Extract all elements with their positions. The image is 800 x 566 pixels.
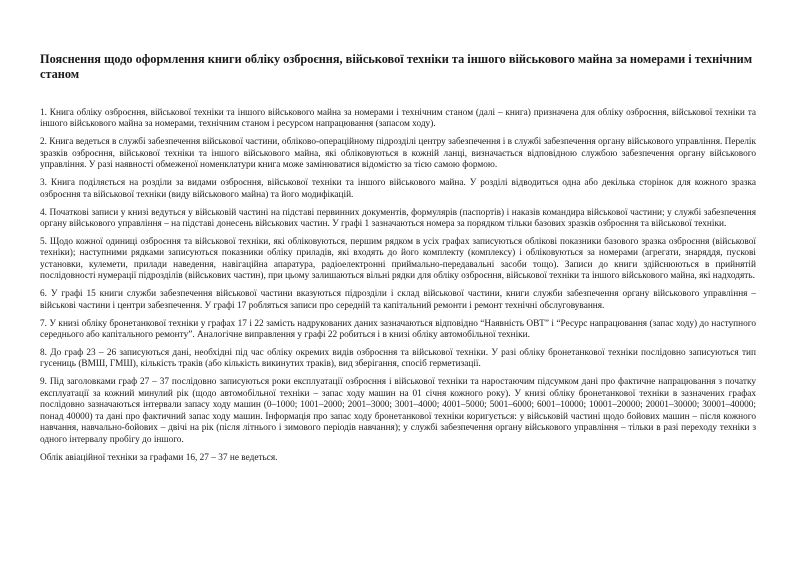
paragraph-4: 4. Початкові записи у книзі ведуться у військовій частині на підставі первинних документів, формулярів (паспортів) і наказів командира військової частини; у службі забезпечення органу військового управління – на підставі донесень військових частин. У графі 1 зазначаються номера за порядком тільки базових зразків озброєння та військової техніки. — [40, 207, 756, 230]
paragraph-2: 2. Книга ведеться в службі забезпечення військової частини, обліково-операційному підрозділі центру забезпечення і в службі забезпечення органу військового управління. Перелік зразків озброєння, військової техніки та іншого військового майна, які обліковуються в кожній ланці, визначається відповідною службою забезпечення органу військового управління. У разі наявності обмеженої номенклатури книга може замінюватися відомістю за тією самою формою. — [40, 137, 756, 171]
paragraph-9: 9. Під заголовками граф 27 – 37 послідовно записуються роки експлуатації озброєння і військової техніки та наростаючим підсумком дані про фактичне напрацювання з початку експлуатації за кожний минулий рік (щодо автомобільної техніки – запас ходу машин на 01 січня кожного року). У книзі обліку бронетанкової техніки в зазначених графах послідовно зазначаються інтервали запасу ходу машин (0–1000; 1001–2000; 2001–3000; 3001–4000; 4001–5000; 5001–6000; 6001–10000; 10001–20000; 20001–30000; 30001–40000; понад 40000) та дані про фактичний запас ходу машин. Інформація про запас ходу бронетанкової техніки коригується: у військовій частині щодо бойових машин – після кожного навчання, навчально-бойових – двічі на рік (після літнього і зимового періодів навчання); у службі забезпечення органу військового управління – тільки в разі переходу техніки з одного інтервалу пробігу до іншого. — [40, 377, 756, 445]
paragraph-5: 5. Щодо кожної одиниці озброєння та військової техніки, які обліковуються, першим рядком в усіх графах записуються облікові показники базового зразка озброєння (військової техніки); наступними рядками записуються показники обліку приладів, які входять до його комплекту (комплексу) і обліковуються за номерами (агрегати, знаряддя, пускові установки, кулемети, прилади наведення, навігаційна апаратура, радіоелектронні приймально-передавальні засоби тощо). Записи до книги здійснюються в прийнятій послідовності нумерації підрозділів (військових частин), при цьому залишаються вільні рядки для обліку озброєння, військової техніки та іншого військового майна, які надходять. — [40, 237, 756, 282]
paragraph-8: 8. До граф 23 – 26 записуються дані, необхідні під час обліку окремих видів озброєння та військової техніки. У разі обліку бронетанкової техніки послідовно записуються тип гусениць (ВМШ, ГМШ), кількість траків (або кількість викинутих траків), вид зберігання, спосіб герметизації. — [40, 348, 756, 370]
paragraph-1: 1. Книга обліку озброєння, військової техніки та іншого військового майна за номерами і технічним станом (далі – книга) призначена для обліку озброєння, військової техніки та іншого військового майна за номерами, технічним станом і ресурсом напрацювання (запасом ходу). — [40, 108, 756, 130]
paragraph-6: 6. У графі 15 книги служби забезпечення військової частини вказуються підрозділи і склад військової частини, книги служби забезпечення органу військового управління – військові частини і центри забезпечення. У графі 17 робляться записи про середній та капітальний ремонти і ремонт технічні обслуговування. — [40, 289, 756, 311]
document-title: Пояснення щодо оформлення книги обліку озброєння, військової техніки та іншого військового майна за номерами і технічним станом — [40, 52, 753, 81]
paragraph-3: 3. Книга поділяється на розділи за видами озброєння, військової техніки та іншого військового майна. У розділі відводиться одна або декілька сторінок для кожного зразка озброєння та військової техніки (виду військового майна) та його модифікацій. — [40, 178, 756, 200]
paragraph-closing-note: Облік авіаційної техніки за графами 16, 27 – 37 не ведеться. — [40, 452, 278, 463]
paragraph-7: 7. У книзі обліку бронетанкової техніки у графах 17 і 22 замість надрукованих даних зазначаються відповідно “Наявність ОВТ” і “Ресурс напрацювання (запас ходу) до наступного середнього або капітального ремонту”. Аналогічне виправлення у графі 22 робиться і в книзі обліку автомобільної техніки. — [40, 318, 756, 341]
document-page — [40, 52, 756, 471]
